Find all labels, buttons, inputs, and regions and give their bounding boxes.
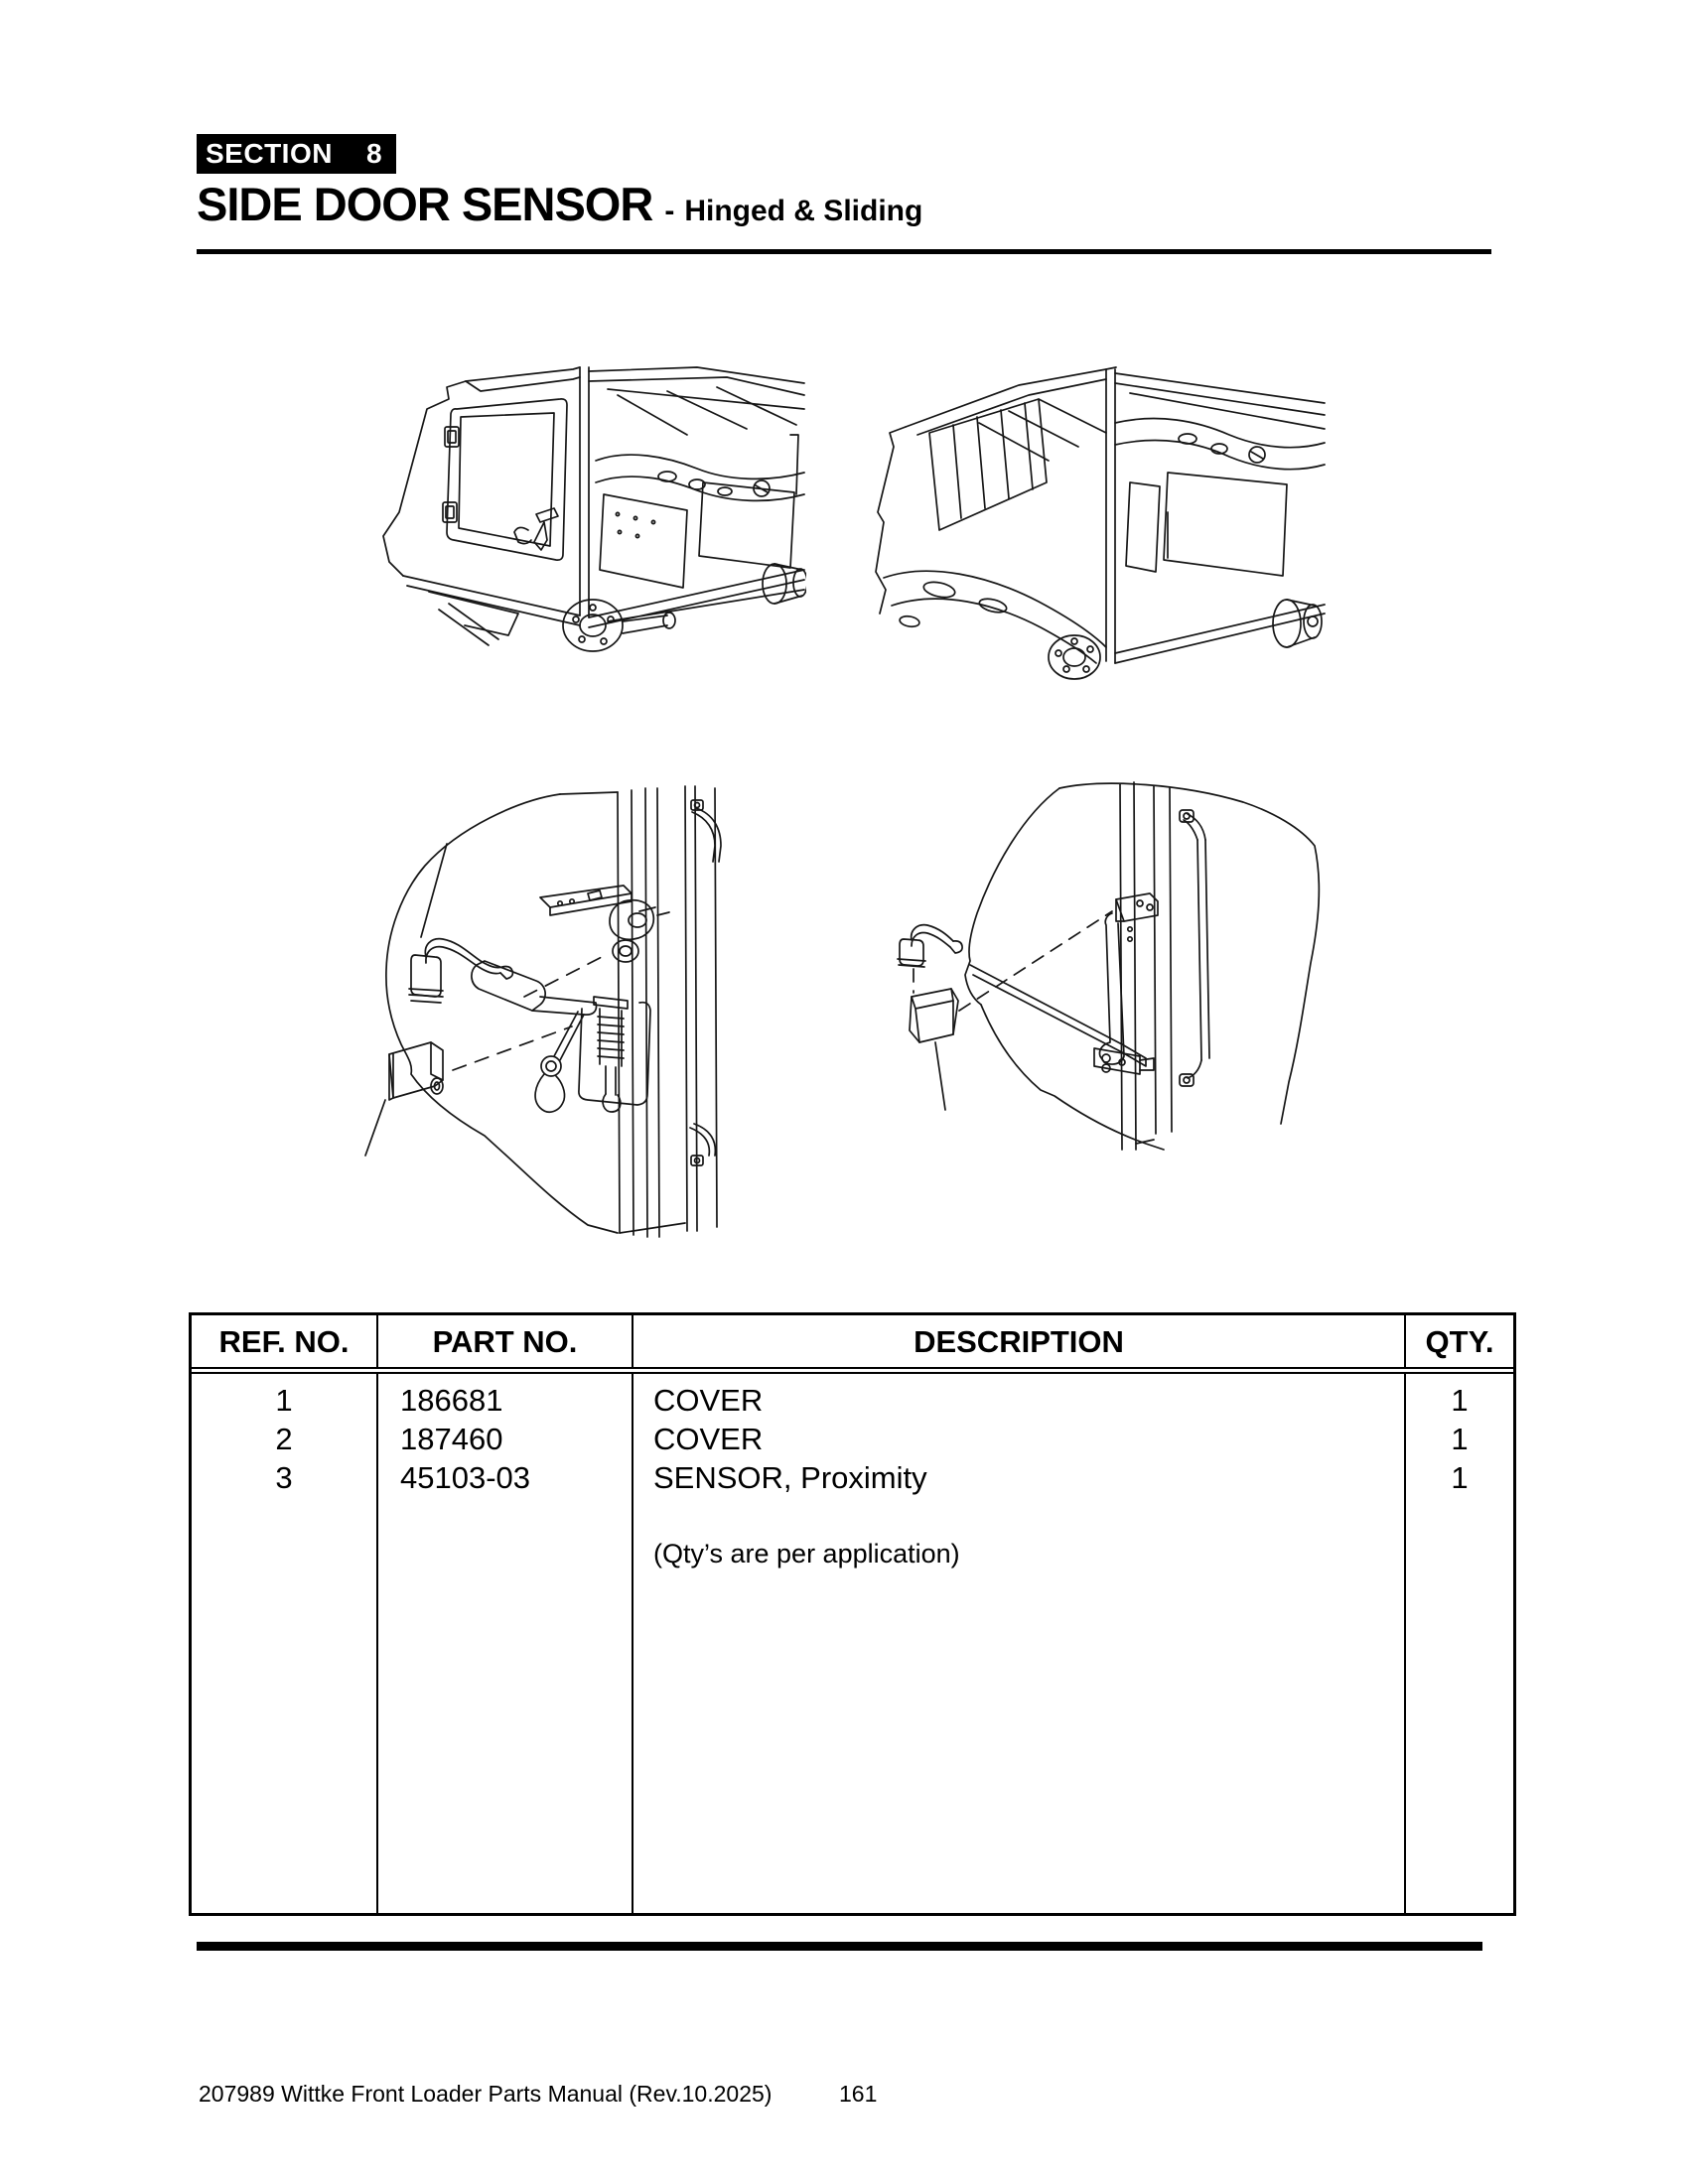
cell-ref: 3 [275, 1460, 293, 1495]
header-part-no: PART NO. [378, 1315, 633, 1367]
truck-body-hinged-illustration [369, 365, 806, 655]
header-qty: QTY. [1425, 1324, 1494, 1359]
cell-ref: 1 [275, 1383, 293, 1418]
figure-truck-body-hinged [369, 365, 806, 655]
footer-page-number: 161 [839, 2081, 878, 2107]
cell-desc: SENSOR, Proximity [653, 1460, 927, 1495]
section-label: SECTION [206, 138, 333, 169]
parts-table [189, 1312, 1516, 1916]
cell-desc: COVER [653, 1383, 764, 1418]
footer-document-title: 207989 Wittke Front Loader Parts Manual (Rev.10.2025) [199, 2081, 773, 2107]
page-footer [199, 2081, 1291, 2111]
cell-part: 186681 [400, 1383, 503, 1418]
column-part-no [378, 1374, 633, 1913]
cell-part: 187460 [400, 1422, 503, 1456]
cell-part: 45103-03 [400, 1460, 531, 1495]
page-title-row [197, 179, 1487, 230]
cell-desc: COVER [653, 1422, 764, 1456]
cell-qty: 1 [1451, 1422, 1469, 1456]
header-rule [197, 249, 1491, 254]
column-qty [1406, 1374, 1513, 1913]
figure-sliding-door-sensor-detail [856, 754, 1342, 1161]
header-description: DESCRIPTION [633, 1315, 1406, 1367]
cell-qty: 1 [1451, 1383, 1469, 1418]
header-ref-no: REF. NO. [192, 1315, 378, 1367]
parts-table-body [192, 1374, 1513, 1913]
qty-note: (Qty’s are per application) [653, 1539, 960, 1569]
parts-table-header [192, 1315, 1513, 1374]
cell-qty: 1 [1451, 1460, 1469, 1495]
truck-body-sliding-illustration [870, 363, 1329, 683]
sliding-door-sensor-illustration [856, 754, 1342, 1161]
cell-ref: 2 [275, 1422, 293, 1456]
column-description [633, 1374, 1406, 1913]
figure-truck-body-sliding [870, 363, 1329, 683]
footer-rule [197, 1942, 1482, 1951]
column-ref-no [192, 1374, 378, 1913]
section-badge [197, 134, 396, 174]
title-separator: - [664, 195, 675, 227]
figure-hinged-door-sensor-detail [290, 766, 776, 1243]
hinged-door-sensor-illustration [290, 766, 776, 1243]
page-title: SIDE DOOR SENSOR [197, 178, 653, 230]
page-subtitle: Hinged & Sliding [684, 195, 923, 227]
section-number: 8 [365, 138, 383, 169]
